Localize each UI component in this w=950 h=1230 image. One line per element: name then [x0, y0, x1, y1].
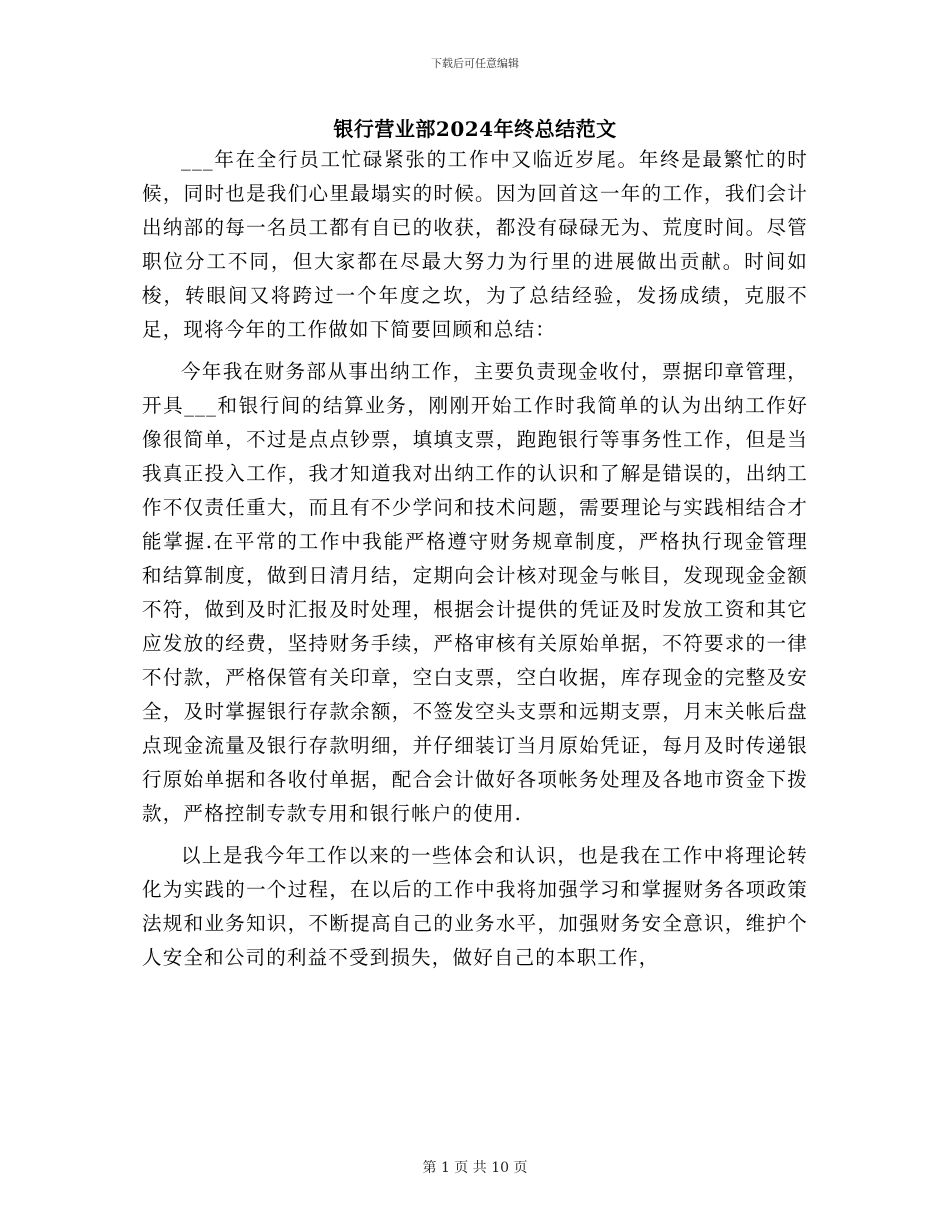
document-body [142, 143, 808, 983]
header-note: 下载后可任意编辑 [431, 57, 519, 70]
paragraph: 以上是我今年工作以来的一些体会和认识，也是我在工作中将理论转化为实践的一个过程，在以后的工作中我将加强学习和掌握财务各项政策法规和业务知识，不断提高自己的业务水平，加强财务安全意识，维护个人安全和公司的利益不受到损失，做好自己的本职工作， [142, 844, 808, 969]
paragraph: ___年在全行员工忙碌紧张的工作中又临近岁尾。年终是最繁忙的时候，同时也是我们心里最塌实的时候。因为回首这一年的工作，我们会计出纳部的每一名员工都有自已的收获，都没有碌碌无为、荒度时间。尽管职位分工不同，但大家都在尽最大努力为行里的进展做出贡献。时间如梭，转眼间又将跨过一个年度之坎，为了总结经验，发扬成绩，克服不足，现将今年的工作做如下简要回顾和总结： [142, 148, 808, 341]
document-title: 银行营业部2024年终总结范文 [333, 117, 617, 141]
paragraph: 今年我在财务部从事出纳工作，主要负责现金收付，票据印章管理，开具___和银行间的结算业务，刚刚开始工作时我简单的认为出纳工作好像很简单，不过是点点钞票，填填支票，跑跑银行等事务性工作，但是当我真正投入工作，我才知道我对出纳工作的认识和了解是错误的，出纳工作不仅责任重大，而且有不少学问和技术问题，需要理论与实践相结合才能掌握.在平常的工作中我能严格遵守财务规章制度，严格执行现金管理和结算制度，做到日清月结，定期向会计核对现金与帐目，发现现金金额不符，做到及时汇报及时处理，根据会计提供的凭证及时发放工资和其它应发放的经费，坚持财务手续，严格审核有关原始单据，不符要求的一律不付款，严格保管有关印章，空白支票，空白收据，库存现金的完整及安全，及时掌握银行存款余额，不签发空头支票和远期支票，月末关帐后盘点现金流量及银行存款明细，并仔细装订当月原始凭证，每月及时传递银行原始单据和各收付单据，配合会计做好各项帐务处理及各地市资金下拨款，严格控制专款专用和银行帐户的使用. [142, 360, 808, 825]
page-number: 第 1 页 共 10 页 [422, 1160, 528, 1176]
